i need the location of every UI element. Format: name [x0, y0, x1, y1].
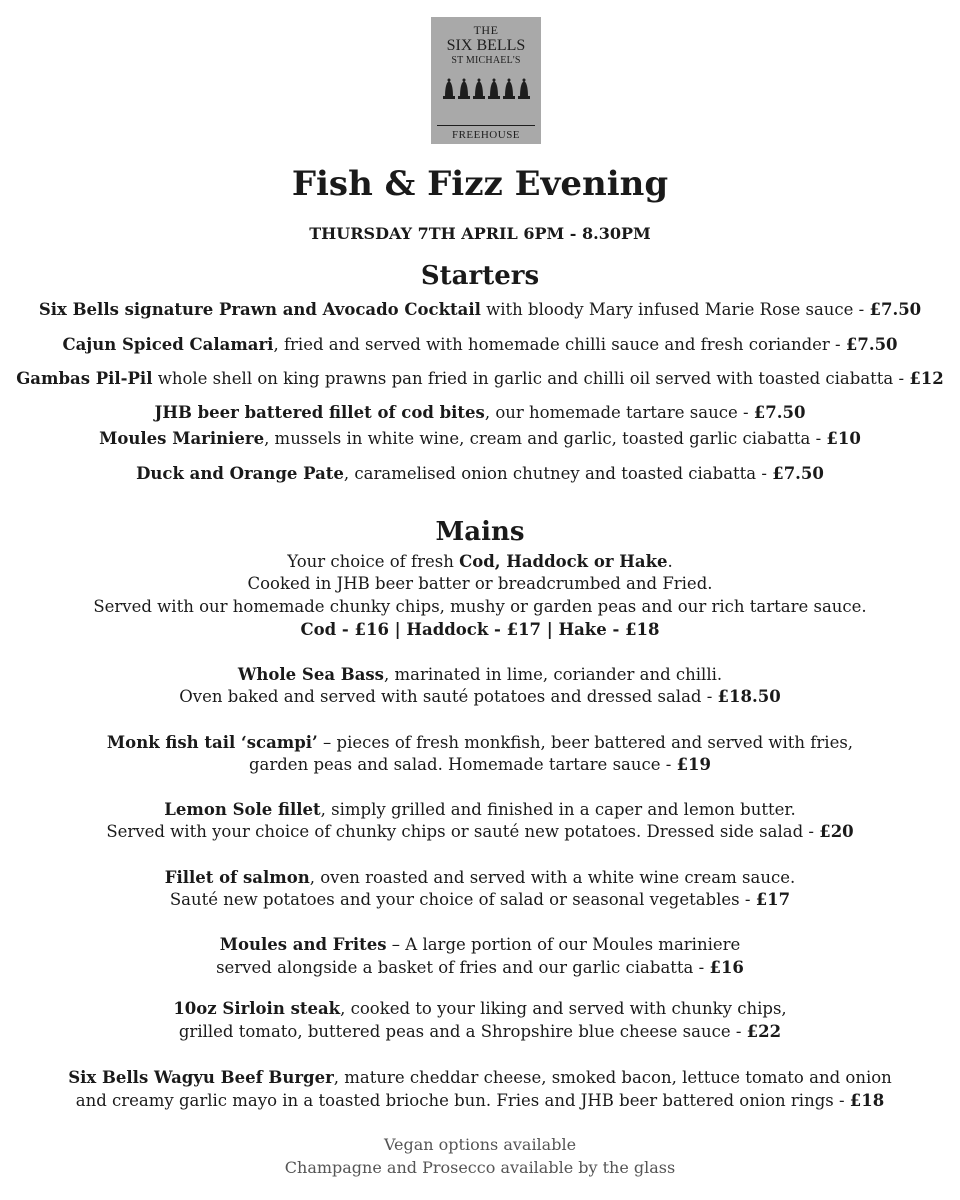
vegan-note: Vegan options available [383, 1135, 577, 1154]
main-item-line2 [0, 889, 960, 911]
item-description: – A large portion of our Moules mariniere [386, 935, 741, 954]
main-item-line2 [0, 686, 960, 708]
item-price: £19 [676, 755, 712, 774]
fish-choice-options: Cod, Haddock or Hake [459, 552, 668, 571]
item-description: , simply grilled and finished in a caper and lemon butter. [320, 800, 796, 819]
item-price: £12 [909, 369, 944, 388]
main-item-line2 [0, 821, 960, 843]
item-price: £22 [746, 1022, 782, 1041]
fish-choice-end: . [667, 552, 673, 571]
starter-item [0, 463, 960, 485]
starters-heading: Starters [420, 261, 540, 291]
six-bells-icon [441, 77, 531, 101]
item-name: Moules and Frites [219, 935, 387, 954]
starter-item [0, 428, 960, 450]
main-item-line1 [0, 1067, 960, 1089]
item-description: garden peas and salad. Homemade tartare sauce - [248, 755, 677, 774]
item-name: Moules Mariniere [99, 429, 265, 448]
item-price: £7.50 [753, 403, 806, 422]
logo [431, 17, 541, 144]
item-description: – pieces of fresh monkfish, beer battered and served with fries, [317, 733, 854, 752]
item-price: £16 [709, 958, 744, 977]
main-item-line1 [0, 934, 960, 956]
item-price: £7.50 [772, 464, 824, 483]
item-description: Served with your choice of chunky chips or sauté new potatoes. Dressed side salad - [106, 822, 820, 841]
main-item-line1 [0, 998, 960, 1020]
item-name: Gambas Pil-Pil [16, 369, 153, 388]
main-item-line2 [0, 754, 960, 776]
item-description: whole shell on king prawns pan fried in garlic and chilli oil served with toasted ciabatta - [152, 369, 910, 388]
main-item-line1 [0, 799, 960, 821]
item-name: 10oz Sirloin steak [173, 999, 341, 1018]
item-description: , marinated in lime, coriander and chilli. [383, 665, 723, 684]
item-description: , our homemade tartare sauce - [484, 403, 754, 422]
item-description: and creamy garlic mayo in a toasted brioche bun. Fries and JHB beer battered onion rings - [75, 1091, 850, 1110]
fish-prices: Cod - £16 | Haddock - £17 | Hake - £18 [300, 620, 660, 639]
item-description: , mussels in white wine, cream and garlic, toasted garlic ciabatta - [264, 429, 827, 448]
starter-item [0, 334, 960, 356]
fish-choice-intro: Your choice of fresh [287, 552, 460, 571]
main-item-line2 [0, 1090, 960, 1112]
item-price: £18 [849, 1091, 885, 1110]
item-price: £10 [826, 429, 861, 448]
drinks-note: Champagne and Prosecco available by the glass [284, 1158, 676, 1177]
item-name: Fillet of salmon [164, 868, 310, 887]
main-item-line2 [0, 1021, 960, 1043]
item-price: £7.50 [869, 300, 922, 319]
item-description: , caramelised onion chutney and toasted ciabatta - [343, 464, 773, 483]
item-description: , fried and served with homemade chilli sauce and fresh coriander - [273, 335, 846, 354]
mains-heading: Mains [435, 517, 525, 547]
item-name: Cajun Spiced Calamari [62, 335, 274, 354]
logo-divider [437, 125, 535, 126]
item-description: Oven baked and served with sauté potatoes and dressed salad - [179, 687, 718, 706]
item-description: , oven roasted and served with a white wine cream sauce. [309, 868, 796, 887]
event-date: THURSDAY 7TH APRIL 6PM - 8.30PM [309, 224, 651, 243]
item-name: Monk fish tail ‘scampi’ [106, 733, 318, 752]
item-description: grilled tomato, buttered peas and a Shropshire blue cheese sauce - [178, 1022, 747, 1041]
item-description: , mature cheddar cheese, smoked bacon, lettuce tomato and onion [333, 1068, 892, 1087]
item-description: served alongside a basket of fries and our garlic ciabatta - [216, 958, 710, 977]
starter-item [0, 368, 960, 390]
item-price: £18.50 [717, 687, 781, 706]
item-description: , cooked to your liking and served with chunky chips, [340, 999, 787, 1018]
item-price: £17 [755, 890, 791, 909]
fish-cooking-line: Cooked in JHB beer batter or breadcrumbed and Fried. [247, 574, 713, 593]
starter-item [0, 299, 960, 321]
fish-served-line: Served with our homemade chunky chips, mushy or garden peas and our rich tartare sauce. [93, 597, 867, 616]
main-item-line1 [0, 732, 960, 754]
main-item-line1 [0, 664, 960, 686]
logo-line-six-bells: SIX BELLS [446, 37, 526, 54]
main-item-line1 [0, 867, 960, 889]
logo-line-st-michaels: ST MICHAEL'S [451, 55, 521, 66]
item-price: £7.50 [845, 335, 898, 354]
item-name: Lemon Sole fillet [164, 800, 321, 819]
fish-choice-line [0, 551, 960, 573]
item-name: JHB beer battered fillet of cod bites [154, 403, 485, 422]
item-name: Six Bells Wagyu Beef Burger [68, 1068, 334, 1087]
item-name: Six Bells signature Prawn and Avocado Cocktail [38, 300, 481, 319]
page-title: Fish & Fizz Evening [291, 164, 669, 204]
main-item-line2 [0, 957, 960, 979]
item-name: Duck and Orange Pate [136, 464, 344, 483]
item-name: Whole Sea Bass [237, 665, 384, 684]
starter-item [0, 402, 960, 424]
item-price: £20 [819, 822, 854, 841]
logo-line-the: THE [473, 23, 499, 37]
logo-line-freehouse: FREEHOUSE [451, 129, 521, 141]
item-description: Sauté new potatoes and your choice of salad or seasonal vegetables - [169, 890, 756, 909]
item-description: with bloody Mary infused Marie Rose sauce - [480, 300, 870, 319]
